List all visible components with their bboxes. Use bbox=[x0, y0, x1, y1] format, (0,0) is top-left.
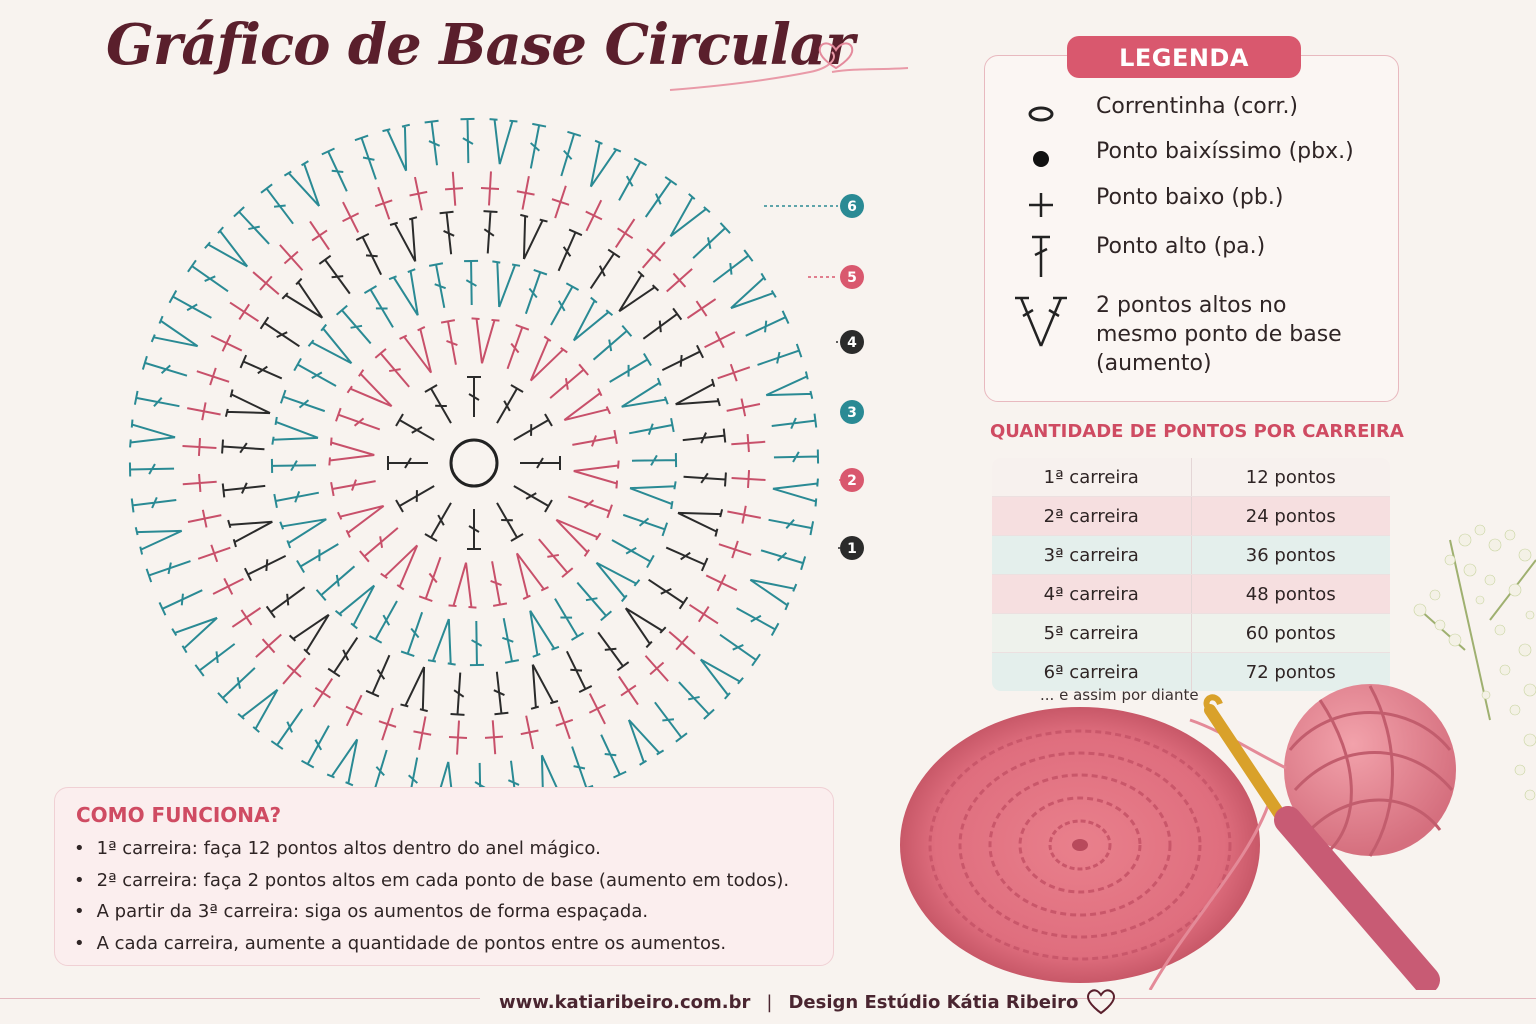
double-crochet-stitch bbox=[484, 211, 498, 253]
double-crochet-stitch bbox=[568, 497, 612, 518]
increase-stitch bbox=[238, 690, 277, 732]
increase-stitch bbox=[272, 417, 318, 445]
double-crochet-stitch bbox=[520, 456, 560, 470]
single-crochet-stitch bbox=[706, 575, 737, 591]
double-crochet-stitch bbox=[514, 414, 552, 440]
footer-divider-right bbox=[1070, 998, 1536, 999]
page-title: Gráfico de Base Circular bbox=[106, 12, 854, 78]
double-crochet-stitch bbox=[294, 358, 336, 386]
double-crochet-stitch bbox=[662, 345, 703, 370]
single-crochet-stitch bbox=[198, 545, 230, 562]
round-cell: 1ª carreira bbox=[992, 458, 1192, 497]
double-crochet-stitch bbox=[241, 355, 282, 378]
double-crochet-stitch bbox=[655, 702, 687, 741]
increase-stitch bbox=[619, 271, 658, 311]
marker-label: 2 bbox=[847, 473, 857, 489]
double-crochet-stitch bbox=[440, 212, 455, 255]
double-crochet-stitch bbox=[464, 261, 478, 305]
footer-separator: | bbox=[766, 991, 773, 1013]
list-item: • A partir da 3ª carreira: siga os aumentos de forma espaçada. bbox=[74, 896, 789, 928]
double-crochet-stitch bbox=[610, 353, 651, 382]
round-cell: 4ª carreira bbox=[992, 575, 1192, 614]
double-crochet-stitch bbox=[364, 286, 393, 327]
double-crochet-stitch bbox=[355, 136, 376, 180]
single-crochet-stitch bbox=[669, 632, 695, 654]
round-cell: 6ª carreira bbox=[992, 653, 1192, 692]
increase-v-icon bbox=[1012, 291, 1070, 351]
double-crochet-stitch bbox=[147, 561, 191, 582]
double-crochet-stitch bbox=[451, 673, 465, 715]
single-crochet-stitch bbox=[232, 608, 260, 627]
single-crochet-stitch bbox=[667, 269, 692, 292]
increase-stitch bbox=[172, 618, 217, 653]
footer-credit: Design Estúdio Kátia Ribeiro bbox=[788, 991, 1079, 1013]
double-crochet-stitch bbox=[267, 587, 305, 617]
double-crochet-stitch bbox=[679, 682, 714, 719]
quantity-note: ... e assim por diante bbox=[1040, 686, 1199, 704]
heart-icon bbox=[1086, 989, 1116, 1015]
double-crochet-stitch bbox=[170, 291, 212, 318]
double-crochet-stitch bbox=[720, 635, 760, 666]
double-crochet-stitch bbox=[598, 632, 628, 670]
single-crochet-stitch bbox=[687, 299, 715, 318]
single-crochet-stitch bbox=[314, 679, 333, 707]
single-crochet-stitch bbox=[346, 695, 362, 726]
filled-dot-icon bbox=[1012, 137, 1070, 181]
double-crochet-stitch bbox=[223, 483, 266, 498]
increase-stitch bbox=[449, 563, 477, 608]
double-crochet-stitch bbox=[261, 184, 293, 223]
increase-stitch bbox=[574, 461, 619, 489]
single-crochet-stitch bbox=[727, 506, 760, 524]
heart-icon bbox=[820, 43, 852, 68]
increase-stitch bbox=[327, 739, 357, 785]
double-crochet-stitch bbox=[526, 270, 547, 314]
double-crochet-stitch bbox=[375, 349, 409, 387]
legend-item-double-crochet bbox=[1012, 232, 1366, 280]
increase-stitch bbox=[678, 509, 722, 536]
round-6 bbox=[130, 119, 818, 807]
double-crochet-stitch bbox=[514, 486, 552, 512]
double-crochet-stitch bbox=[159, 590, 202, 615]
single-crochet-stitch bbox=[556, 707, 573, 739]
list-item: • A cada carreira, aumente a quantidade de pontos entre os aumentos. bbox=[74, 928, 789, 960]
round-cell: 3ª carreira bbox=[992, 536, 1192, 575]
single-crochet-stitch bbox=[719, 541, 751, 558]
increase-stitch bbox=[530, 611, 559, 657]
increase-stitch bbox=[531, 665, 558, 709]
round-cell: 2ª carreira bbox=[992, 497, 1192, 536]
increase-stitch bbox=[347, 370, 391, 407]
double-crochet-stitch bbox=[531, 124, 546, 169]
double-crochet-stitch bbox=[629, 418, 674, 434]
increase-stitch bbox=[574, 298, 613, 341]
increase-stitch bbox=[591, 141, 621, 187]
increase-stitch bbox=[556, 520, 600, 557]
single-crochet-stitch bbox=[731, 434, 765, 452]
double-crochet-stitch bbox=[272, 459, 316, 473]
increase-stitch bbox=[309, 325, 352, 364]
double-crochet-stitch bbox=[612, 540, 654, 568]
double-crochet-stitch bbox=[396, 414, 434, 440]
increase-stitch bbox=[428, 619, 456, 665]
stitches-cell: 60 pontos bbox=[1191, 614, 1391, 653]
double-crochet-stitch bbox=[274, 491, 319, 507]
double-crochet-stitch bbox=[297, 544, 338, 573]
quantity-title: QUANTIDADE DE PONTOS POR CARREIRA bbox=[990, 421, 1404, 442]
oval-icon bbox=[1012, 92, 1070, 136]
double-crochet-stitch bbox=[646, 177, 677, 217]
stitches-cell: 48 pontos bbox=[1191, 575, 1391, 614]
increase-stitch bbox=[492, 261, 520, 307]
double-crochet-stitch bbox=[494, 672, 509, 715]
double-crochet-stitch bbox=[360, 528, 398, 562]
how-it-works-title: COMO FUNCIONA? bbox=[76, 803, 282, 827]
double-crochet-stitch bbox=[746, 311, 789, 336]
double-crochet-stitch bbox=[572, 430, 617, 446]
single-crochet-stitch bbox=[616, 219, 635, 247]
legend-label: Ponto baixíssimo (pbx.) bbox=[1096, 139, 1354, 164]
single-crochet-stitch bbox=[410, 177, 428, 210]
double-crochet-stitch bbox=[619, 159, 646, 201]
single-crochet-stitch bbox=[690, 605, 718, 624]
double-crochet-stitch bbox=[388, 456, 428, 470]
double-crochet-stitch bbox=[649, 580, 688, 609]
double-crochet-stitch bbox=[429, 263, 445, 308]
single-crochet-stitch bbox=[343, 202, 359, 232]
single-crochet-stitch bbox=[211, 335, 242, 351]
increase-stitch bbox=[401, 667, 428, 711]
crochet-photo bbox=[890, 500, 1536, 990]
crochet-disc bbox=[900, 707, 1260, 983]
marker-label: 1 bbox=[847, 541, 857, 557]
increase-stitch bbox=[773, 479, 818, 507]
double-crochet-stitch bbox=[491, 561, 507, 606]
double-crochet-stitch bbox=[623, 515, 667, 536]
double-crochet-stitch bbox=[218, 668, 255, 703]
footer bbox=[499, 989, 1116, 1015]
increase-stitch bbox=[517, 553, 549, 599]
double-crochet-stitch bbox=[591, 250, 620, 289]
double-crochet-stitch bbox=[234, 207, 269, 244]
double-crochet-stitch bbox=[461, 119, 475, 163]
increase-stitch bbox=[520, 215, 547, 259]
single-crochet-stitch bbox=[413, 716, 431, 749]
increase-stitch bbox=[731, 273, 776, 308]
increase-stitch bbox=[630, 481, 676, 509]
legend-item-slip-stitch bbox=[1012, 137, 1366, 181]
increase-stitch bbox=[383, 125, 410, 171]
double-crochet-stitch bbox=[737, 608, 779, 635]
single-crochet-stitch bbox=[280, 245, 303, 270]
legend-item-increase bbox=[1012, 291, 1366, 378]
increase-stitch bbox=[136, 527, 182, 554]
single-crochet-stitch bbox=[213, 578, 243, 594]
double-crochet-stitch bbox=[336, 408, 380, 429]
double-crochet-stitch bbox=[331, 480, 376, 496]
crochet-chart bbox=[80, 80, 930, 820]
double-crochet-stitch bbox=[683, 429, 726, 444]
double-crochet-stitch bbox=[713, 250, 752, 282]
increase-stitch bbox=[336, 585, 375, 628]
double-crochet-stitch bbox=[772, 414, 817, 429]
single-crochet-stitch bbox=[619, 676, 638, 704]
double-crochet-icon bbox=[1012, 232, 1070, 280]
round-3 bbox=[272, 261, 676, 665]
single-crochet-stitch bbox=[485, 720, 503, 754]
single-crochet-stitch bbox=[449, 721, 467, 755]
double-crochet-stitch bbox=[769, 520, 814, 535]
single-crochet-stitch bbox=[188, 510, 221, 528]
increase-stitch bbox=[670, 194, 709, 236]
single-crochet-stitch bbox=[481, 171, 499, 205]
round-2 bbox=[329, 318, 618, 607]
marker-label: 6 bbox=[847, 199, 857, 215]
legend-label: Correntinha (corr.) bbox=[1096, 94, 1299, 119]
increase-stitch bbox=[130, 420, 175, 448]
increase-stitch bbox=[629, 720, 664, 765]
single-crochet-stitch bbox=[379, 708, 396, 740]
increase-stitch bbox=[282, 279, 322, 318]
increase-stitch bbox=[750, 580, 796, 610]
double-crochet-stitch bbox=[559, 230, 582, 271]
increase-stitch bbox=[389, 269, 418, 315]
legend-item-chain bbox=[1012, 92, 1366, 136]
increase-stitch bbox=[381, 545, 418, 589]
increase-stitch bbox=[280, 519, 326, 548]
round-marker-4 bbox=[836, 330, 864, 354]
plus-icon bbox=[1012, 183, 1070, 227]
double-crochet-stitch bbox=[356, 234, 381, 275]
marker-label: 5 bbox=[847, 270, 857, 286]
double-crochet-stitch bbox=[774, 450, 818, 464]
double-crochet-stitch bbox=[135, 391, 180, 406]
legend-label: 2 pontos altos no mesmo ponto de base (aumento) bbox=[1096, 293, 1342, 376]
double-crochet-stitch bbox=[319, 256, 349, 294]
increase-stitch bbox=[390, 217, 417, 261]
double-crochet-stitch bbox=[632, 453, 676, 467]
legend-heading: LEGENDA bbox=[1067, 36, 1301, 78]
round-4 bbox=[222, 211, 726, 715]
double-crochet-stitch bbox=[567, 651, 592, 692]
increase-stitch bbox=[596, 563, 639, 602]
stitches-cell: 24 pontos bbox=[1191, 497, 1391, 536]
double-crochet-stitch bbox=[143, 356, 187, 376]
double-crochet-stitch bbox=[396, 486, 434, 512]
increase-stitch bbox=[626, 608, 666, 647]
double-crochet-stitch bbox=[328, 638, 357, 677]
increase-stitch bbox=[290, 615, 329, 655]
double-crochet-stitch bbox=[130, 462, 174, 476]
single-crochet-stitch bbox=[732, 470, 766, 488]
double-crochet-stitch bbox=[245, 556, 286, 581]
double-crochet-stitch bbox=[577, 583, 611, 621]
single-crochet-stitch bbox=[187, 402, 220, 420]
single-crochet-stitch bbox=[643, 242, 665, 268]
increase-stitch bbox=[622, 378, 668, 407]
increase-stitch bbox=[205, 227, 247, 266]
round-cell: 5ª carreira bbox=[992, 614, 1192, 653]
single-crochet-stitch bbox=[445, 172, 463, 206]
single-crochet-stitch bbox=[283, 658, 305, 684]
single-crochet-stitch bbox=[705, 332, 735, 348]
double-crochet-stitch bbox=[425, 385, 451, 423]
increase-stitch bbox=[152, 316, 198, 346]
double-crochet-stitch bbox=[401, 612, 422, 656]
single-crochet-stitch bbox=[586, 200, 602, 231]
double-crochet-stitch bbox=[425, 121, 440, 166]
single-crochet-stitch bbox=[375, 187, 392, 219]
how-it-works-list bbox=[74, 833, 789, 959]
single-crochet-stitch bbox=[183, 474, 217, 492]
increase-stitch bbox=[226, 390, 270, 417]
increase-stitch bbox=[329, 438, 374, 466]
single-crochet-stitch bbox=[521, 716, 539, 749]
double-crochet-stitch bbox=[366, 655, 389, 696]
double-crochet-stitch bbox=[684, 473, 726, 487]
increase-stitch bbox=[701, 659, 743, 698]
double-crochet-stitch bbox=[508, 325, 529, 369]
double-crochet-stitch bbox=[594, 326, 632, 360]
double-crochet-stitch bbox=[561, 132, 581, 176]
double-crochet-stitch bbox=[369, 601, 397, 643]
increase-stitch bbox=[338, 506, 384, 538]
double-crochet-stitch bbox=[643, 308, 681, 338]
single-crochet-stitch bbox=[182, 438, 216, 456]
round-marker-1 bbox=[838, 536, 864, 560]
marker-label: 3 bbox=[847, 405, 857, 421]
double-crochet-stitch bbox=[425, 503, 451, 541]
round-1 bbox=[388, 377, 560, 549]
double-crochet-stitch bbox=[693, 223, 730, 258]
single-crochet-stitch bbox=[310, 221, 329, 249]
single-crochet-stitch bbox=[197, 368, 229, 385]
double-crochet-stitch bbox=[188, 260, 228, 291]
table-row bbox=[992, 458, 1391, 497]
double-crochet-stitch bbox=[132, 497, 177, 512]
double-crochet-stitch bbox=[302, 726, 329, 768]
increase-stitch bbox=[472, 318, 500, 363]
double-crochet-stitch bbox=[497, 503, 523, 541]
double-crochet-stitch bbox=[195, 644, 234, 676]
marker-label: 4 bbox=[847, 335, 857, 351]
legend-label: Ponto baixo (pb.) bbox=[1096, 185, 1284, 210]
double-crochet-stitch bbox=[555, 599, 584, 640]
double-crochet-stitch bbox=[419, 557, 440, 601]
increase-stitch bbox=[531, 336, 568, 380]
double-crochet-stitch bbox=[761, 550, 805, 570]
increase-stitch bbox=[490, 119, 518, 164]
double-crochet-stitch bbox=[222, 440, 264, 454]
increase-stitch bbox=[766, 372, 812, 399]
stitches-cell: 12 pontos bbox=[1191, 458, 1391, 497]
list-item: • 1ª carreira: faça 12 pontos altos dentro do anel mágico. bbox=[74, 833, 789, 865]
double-crochet-stitch bbox=[271, 709, 302, 749]
double-crochet-stitch bbox=[551, 283, 579, 325]
stitches-cell: 36 pontos bbox=[1191, 536, 1391, 575]
double-crochet-stitch bbox=[470, 621, 484, 665]
magic-ring bbox=[451, 440, 497, 486]
double-crochet-stitch bbox=[261, 317, 300, 346]
single-crochet-stitch bbox=[256, 635, 281, 658]
double-crochet-stitch bbox=[758, 344, 802, 365]
double-crochet-stitch bbox=[467, 377, 481, 417]
footer-divider-left bbox=[0, 998, 480, 999]
single-crochet-stitch bbox=[718, 364, 750, 381]
double-crochet-stitch bbox=[502, 618, 518, 663]
double-crochet-stitch bbox=[550, 364, 588, 398]
single-crochet-stitch bbox=[646, 656, 669, 681]
single-crochet-stitch bbox=[552, 186, 569, 218]
round-5 bbox=[182, 171, 765, 754]
double-crochet-stitch bbox=[572, 747, 593, 791]
double-crochet-stitch bbox=[337, 306, 371, 344]
list-item: • 2ª carreira: faça 2 pontos altos em cada ponto de base (aumento em todos). bbox=[74, 865, 789, 897]
double-crochet-stitch bbox=[281, 390, 325, 411]
stitches-cell: 72 pontos bbox=[1191, 653, 1391, 692]
single-crochet-stitch bbox=[230, 303, 258, 322]
double-crochet-stitch bbox=[666, 548, 707, 571]
round-marker-6 bbox=[764, 194, 864, 218]
single-crochet-stitch bbox=[253, 272, 279, 294]
increase-stitch bbox=[284, 161, 319, 206]
double-crochet-stitch bbox=[539, 539, 573, 577]
single-crochet-stitch bbox=[517, 176, 535, 209]
round-marker-5 bbox=[808, 265, 864, 289]
single-crochet-stitch bbox=[589, 694, 605, 724]
double-crochet-stitch bbox=[467, 509, 481, 549]
legend-label: Ponto alto (pa.) bbox=[1096, 234, 1266, 259]
increase-stitch bbox=[564, 389, 610, 421]
single-crochet-stitch bbox=[727, 399, 760, 417]
legend-item-single-crochet bbox=[1012, 183, 1366, 227]
double-crochet-stitch bbox=[497, 385, 523, 423]
double-crochet-stitch bbox=[317, 566, 355, 600]
increase-stitch bbox=[400, 327, 432, 373]
double-crochet-stitch bbox=[322, 148, 347, 191]
increase-stitch bbox=[676, 379, 720, 406]
increase-stitch bbox=[228, 520, 272, 547]
website-link[interactable]: www.katiaribeiro.com.br bbox=[499, 991, 751, 1013]
double-crochet-stitch bbox=[601, 735, 626, 778]
double-crochet-stitch bbox=[441, 320, 457, 365]
round-marker-3 bbox=[838, 400, 864, 424]
round-marker-2 bbox=[838, 468, 864, 492]
